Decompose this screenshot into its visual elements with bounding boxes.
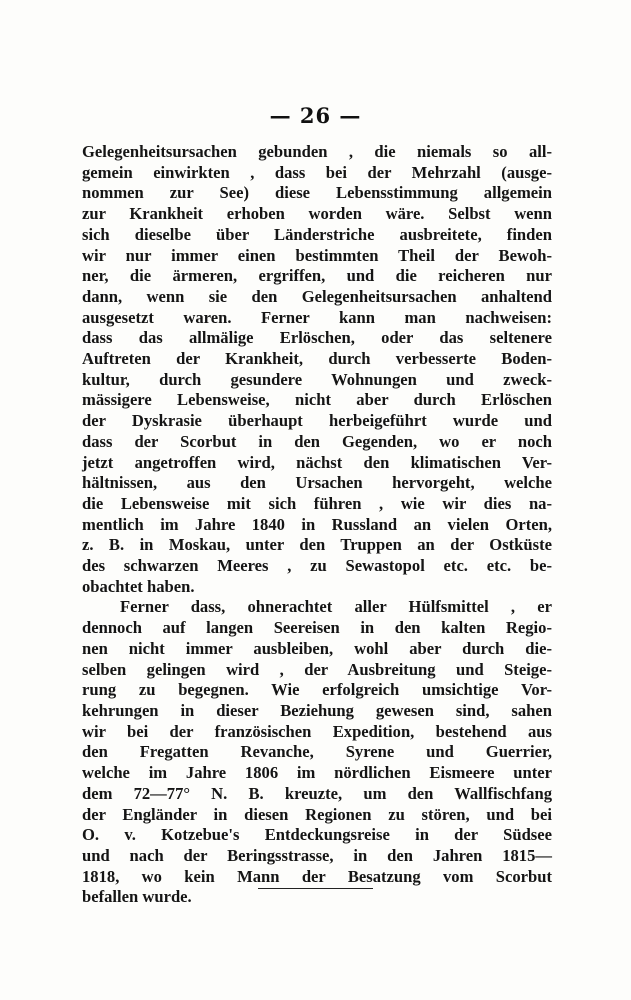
text-line: dass das allmälige Erlöschen, oder das seltenere xyxy=(82,328,552,348)
text-line: dennoch auf langen Seereisen in den kalten Regio- xyxy=(82,618,552,638)
closing-rule xyxy=(258,888,373,889)
text-line: z. B. in Moskau, unter den Truppen an der Ostküste xyxy=(82,535,552,555)
text-line: mässigere Lebensweise, nicht aber durch Erlöschen xyxy=(82,390,552,410)
text-line: nommen zur See) diese Lebensstimmung allgemein xyxy=(82,183,552,203)
text-line: nen nicht immer ausbleiben, wohl aber durch die- xyxy=(82,638,552,658)
page-number: — 26 — xyxy=(269,103,362,128)
text-line: Ferner dass, ohnerachtet aller Hülfsmittel , er xyxy=(120,597,552,617)
text-line: befallen wurde. xyxy=(82,887,192,907)
text-line: der Engländer in diesen Regionen zu stören, und bei xyxy=(82,804,552,824)
text-line: wir bei der französischen Expedition, bestehend aus xyxy=(82,721,552,741)
text-line: obachtet haben. xyxy=(82,576,195,596)
text-line: dass der Scorbut in den Gegenden, wo er noch xyxy=(82,431,552,451)
text-line: gemein einwirkten , dass bei der Mehrzahl (ausge- xyxy=(82,162,552,182)
text-line: selben gelingen wird , der Ausbreitung und Steige- xyxy=(82,659,552,679)
text-line: Auftreten der Krankheit, durch verbesserte Boden- xyxy=(82,349,552,369)
text-line: die Lebensweise mit sich führen , wie wir dies na- xyxy=(82,493,552,513)
text-line: der Dyskrasie überhaupt herbeigeführt wurde und xyxy=(82,411,552,431)
text-line: O. v. Kotzebue's Entdeckungsreise in der Südsee xyxy=(82,825,552,845)
text-line: mentlich im Jahre 1840 in Russland an vielen Orten, xyxy=(82,514,552,534)
text-line: sich dieselbe über Länderstriche ausbreitete, finden xyxy=(82,224,552,244)
text-line: rung zu begegnen. Wie erfolgreich umsichtige Vor- xyxy=(82,680,552,700)
text-line: wir nur immer einen bestimmten Theil der Bewoh- xyxy=(82,245,552,265)
text-line: ner, die ärmeren, ergriffen, und die reicheren nur xyxy=(82,266,552,286)
text-line: Gelegenheitsursachen gebunden , die niemals so all- xyxy=(82,142,552,161)
body-text xyxy=(82,142,552,908)
text-line: den Fregatten Revanche, Syrene und Guerrier, xyxy=(82,742,552,762)
text-line: dem 72—77° N. B. kreuzte, um den Wallfischfang xyxy=(82,783,552,803)
paragraph-2 xyxy=(82,597,552,908)
text-line: kehrungen in dieser Beziehung gewesen sind, sahen xyxy=(82,700,552,720)
text-line: ausgesetzt waren. Ferner kann man nachweisen: xyxy=(82,307,552,327)
text-line: dann, wenn sie den Gelegenheitsursachen anhaltend xyxy=(82,286,552,306)
text-line: zur Krankheit erhoben worden wäre. Selbst wenn xyxy=(82,204,552,224)
text-line: und nach der Beringsstrasse, in den Jahren 1815— xyxy=(82,845,552,865)
paragraph-1 xyxy=(82,142,552,597)
text-line: welche im Jahre 1806 im nördlichen Eismeere unter xyxy=(82,763,552,783)
text-line: kultur, durch gesundere Wohnungen und zweck- xyxy=(82,369,552,389)
text-line: jetzt angetroffen wird, nächst den klimatischen Ver- xyxy=(82,452,552,472)
text-line: des schwarzen Meeres , zu Sewastopol etc. etc. be- xyxy=(82,556,552,576)
text-line: hältnissen, aus den Ursachen hervorgeht, welche xyxy=(82,473,552,493)
text-line: 1818, wo kein Mann der Besatzung vom Scorbut xyxy=(82,866,552,886)
